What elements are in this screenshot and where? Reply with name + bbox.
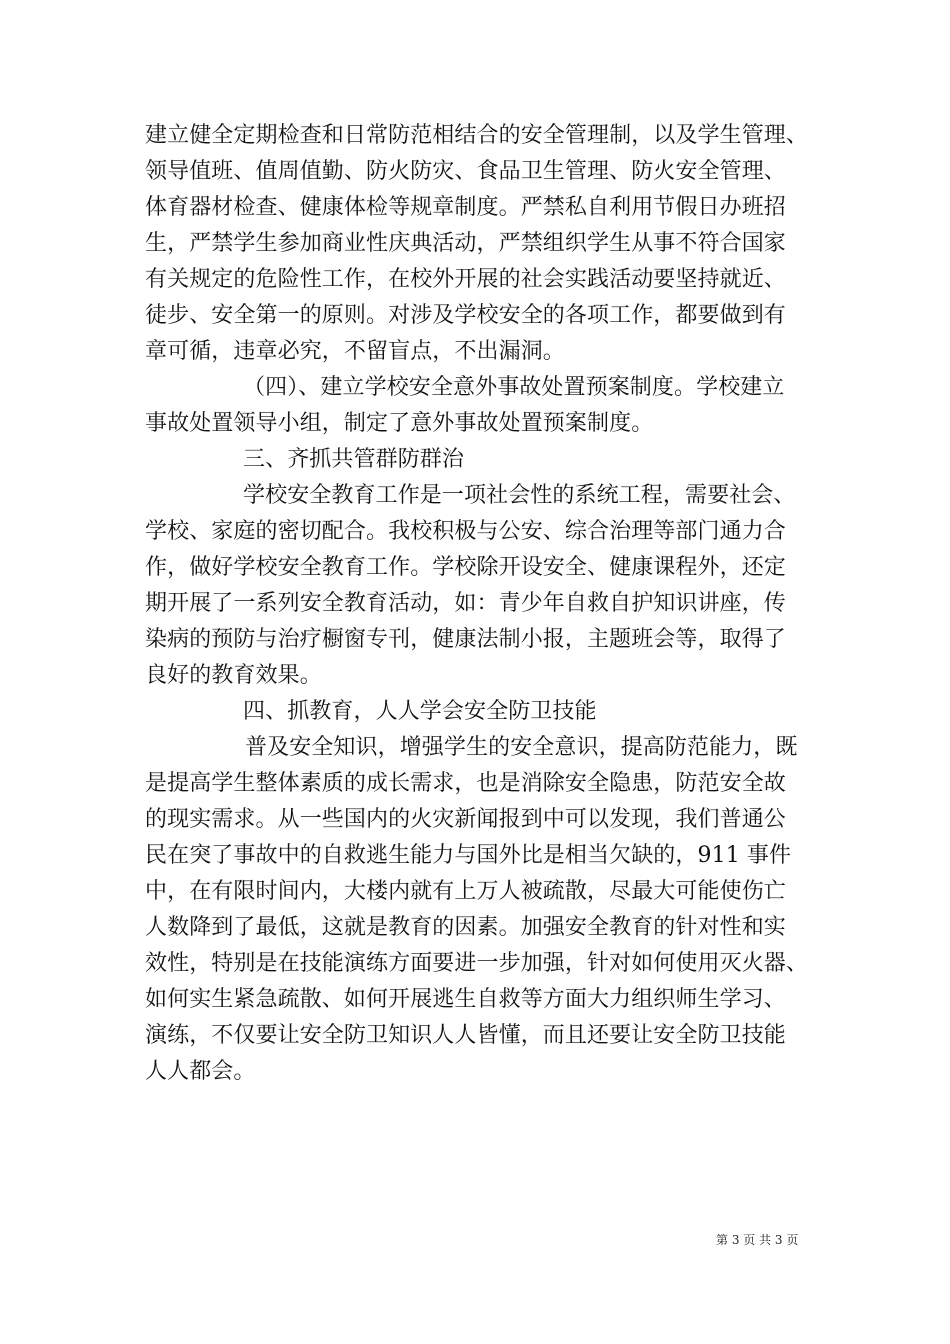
text-line: 作，做好学校安全教育工作。学校除开设安全、健康课程外，还定 <box>145 555 786 580</box>
text-line: 染病的预防与治疗橱窗专刊，健康法制小报，主题班会等，取得了 <box>145 627 786 652</box>
text-line: 民在突了事故中的自救逃生能力与国外比是相当欠缺的，911 事件 <box>145 843 792 868</box>
section-heading-four: 四、抓教育，人人学会安全防卫技能 <box>243 699 597 724</box>
text-line: 人人都会。 <box>145 1059 256 1084</box>
text-line: 建立健全定期检查和日常防范相结合的安全管理制，以及学生管理、 <box>145 123 809 148</box>
page-number: 第 3 页 共 3 页 <box>716 1233 799 1247</box>
section-heading-4: （四）、建立学校安全意外事故处置预案制度。学校建立 <box>243 375 785 400</box>
paragraph-start: 学校安全教育工作是一项社会性的系统工程，需要社会、 <box>243 483 796 508</box>
text-line: 期开展了一系列安全教育活动，如：青少年自救自护知识讲座，传 <box>145 591 786 616</box>
text-line: 演练，不仅要让安全防卫知识人人皆懂，而且还要让安全防卫技能 <box>145 1023 786 1048</box>
text-line: 领导值班、值周值勤、防火防灾、食品卫生管理、防火安全管理、 <box>145 159 786 184</box>
text-line: 体育器材检查、健康体检等规章制度。严禁私自利用节假日办班招 <box>145 195 786 220</box>
paragraph-start: 普及安全知识，增强学生的安全意识，提高防范能力，既 <box>245 735 798 760</box>
text-line: 生，严禁学生参加商业性庆典活动，严禁组织学生从事不符合国家 <box>145 231 786 256</box>
text-line: 人数降到了最低，这就是教育的因素。加强安全教育的针对性和实 <box>145 915 786 940</box>
text-line: 事故处置领导小组，制定了意外事故处置预案制度。 <box>145 411 654 436</box>
text-line: 是提高学生整体素质的成长需求，也是消除安全隐患，防范安全故 <box>145 771 786 796</box>
text-line: 良好的教育效果。 <box>145 663 322 688</box>
text-line: 如何实生紧急疏散、如何开展逃生自救等方面大力组织师生学习、 <box>145 987 786 1012</box>
text-line: 有关规定的危险性工作，在校外开展的社会实践活动要坚持就近、 <box>145 267 786 292</box>
text-line: 学校、家庭的密切配合。我校积极与公安、综合治理等部门通力合 <box>145 519 786 544</box>
text-line: 中，在有限时间内，大楼内就有上万人被疏散，尽最大可能使伤亡 <box>145 879 786 904</box>
document-body <box>145 118 815 1090</box>
text-line: 章可循，违章必究，不留盲点，不出漏洞。 <box>145 339 565 364</box>
text-line: 效性，特别是在技能演练方面要进一步加强，针对如何使用灭火器、 <box>145 951 809 976</box>
text-line: 的现实需求。从一些国内的火灾新闻报到中可以发现，我们普通公 <box>145 807 786 832</box>
section-heading-three: 三、齐抓共管群防群治 <box>243 447 465 472</box>
text-line: 徒步、安全第一的原则。对涉及学校安全的各项工作，都要做到有 <box>145 303 786 328</box>
